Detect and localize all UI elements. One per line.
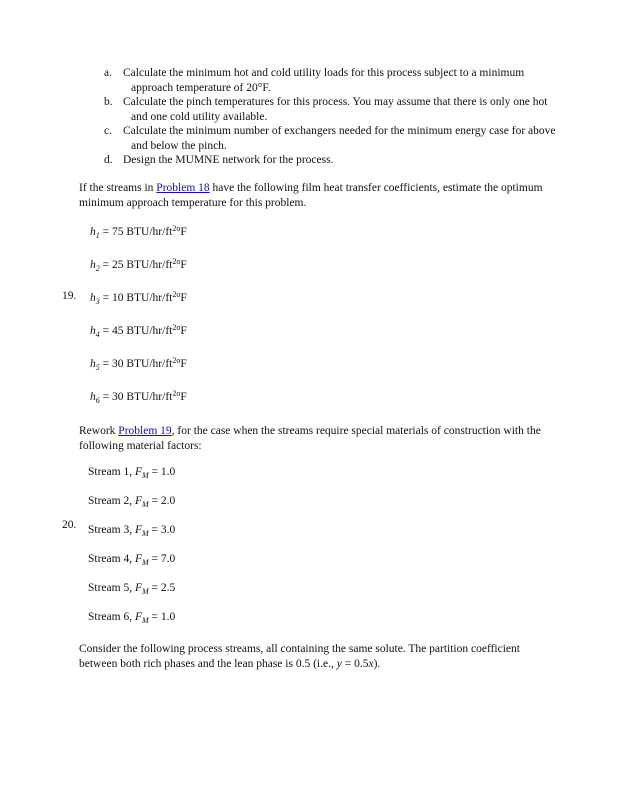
sublist-letter: c. — [104, 125, 112, 137]
coefficient-h2: $h_2 = 25$ BTU/$hr/ft^{2o}F$ — [90, 257, 187, 273]
coefficient-h1: $h_1 = 75$ BTU/$hr/ft^{2o}F$ — [90, 224, 187, 240]
intro-text: following material factors: — [79, 439, 202, 452]
closing-paragraph — [79, 642, 579, 671]
intro-text: have the following film heat transfer coefficients, estimate the optimum — [209, 182, 543, 194]
stream-factor-5: Stream 5, $F_M = 2.5$ — [88, 582, 176, 596]
sublist-text-cont: and one cold utility available. — [131, 110, 268, 123]
coefficient-h6: $h_6 = 30$ BTU/$hr/ft^{2o}F$ — [90, 389, 187, 405]
stream-factor-2: Stream 2, $F_M = 2.0$ — [88, 495, 176, 509]
sublist-text-cont: and below the pinch. — [131, 139, 227, 152]
stream-factor-1: Stream 1, $F_M = 1.0$ — [88, 466, 176, 480]
stream-factor-4: Stream 4, $F_M = 7.0$ — [88, 553, 176, 567]
problem-19-intro — [79, 181, 579, 210]
sublist-text: Design the MUMNE network for the process. — [123, 154, 334, 166]
coefficient-h3: $h_3 = 10$ BTU/$hr/ft^{2o}F$ — [90, 290, 187, 306]
intro-text: If the streams in — [79, 182, 157, 194]
sublist-letter: b. — [104, 96, 113, 108]
coefficient-h4: $h_4 = 45$ BTU/$hr/ft^{2o}F$ — [90, 323, 187, 339]
sublist-item-c — [104, 124, 584, 153]
coefficient-h5: $h_5 = 30$ BTU/$hr/ft^{2o}F$ — [90, 356, 187, 372]
sublist-letter: a. — [104, 67, 112, 79]
sublist-item-d — [104, 153, 584, 168]
stream-factor-3: Stream 3, $F_M = 3.0$ — [88, 524, 176, 538]
sublist-letter: d. — [104, 154, 113, 166]
intro-text: , for the case when the streams require special materials of construction with the — [171, 425, 541, 437]
intro-text: Rework — [79, 425, 119, 437]
sublist-text: Calculate the minimum hot and cold utility loads for this process subject to a minimum — [123, 67, 525, 79]
sublist-text: Calculate the pinch temperatures for this process. You may assume that there is only one hot — [123, 96, 548, 108]
sublist-item-b — [104, 95, 584, 124]
closing-text-line2: between both rich phases and the lean phase is 0.5 (i.e., y = 0.5x). — [79, 657, 381, 670]
closing-text: Consider the following process streams, all containing the same solute. The partition coefficient — [79, 643, 520, 655]
sublist-text: Calculate the minimum number of exchangers needed for the minimum energy case for above — [123, 125, 556, 137]
intro-text: minimum approach temperature for this problem. — [79, 196, 307, 209]
sublist-item-a — [104, 66, 584, 95]
problem-20-intro — [79, 424, 579, 453]
problem-18-link[interactable]: Problem 18 — [156, 182, 210, 194]
stream-factor-6: Stream 6, $F_M = 1.0$ — [88, 611, 176, 625]
problem-19-link[interactable]: Problem 19 — [118, 425, 172, 437]
problem-19-number: 19. — [62, 290, 77, 302]
problem-20-number: 20. — [62, 519, 77, 531]
sublist-text-cont: approach temperature of 20°F. — [131, 81, 271, 94]
